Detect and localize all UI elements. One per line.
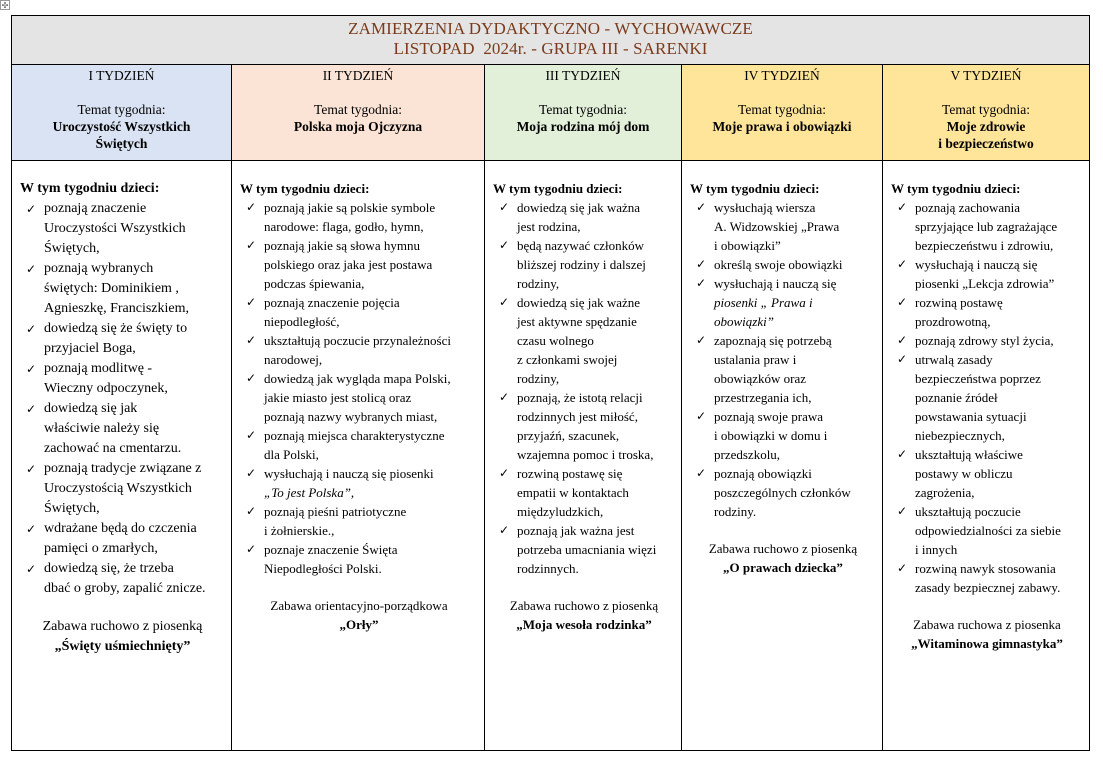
game-label: Zabawa ruchowa z piosenka (913, 617, 1061, 632)
item-line: poznają obowiązki (714, 466, 812, 481)
intro-text: W tym tygodniu dzieci: (240, 181, 370, 196)
item-line: niebezpiecznych, (915, 428, 1005, 443)
list-item (240, 331, 478, 369)
checkmark-icon: ✓ (897, 333, 908, 347)
move-anchor-icon[interactable]: ✣ (1, 1, 9, 10)
item-line: utrwalą zasady (915, 352, 993, 367)
item-line: dowiedzą się jak ważna (517, 200, 641, 215)
list-item (891, 198, 1083, 255)
item-line: Uroczystością Wszystkich (44, 481, 192, 496)
list-item (20, 519, 225, 559)
item-line: zagrożenia, (915, 485, 975, 500)
intro-text: W tym tygodniu dzieci: (690, 181, 820, 196)
item-line: poznają wybranych (44, 261, 154, 276)
list-item (20, 199, 225, 259)
list-item (891, 350, 1083, 445)
item-line: rodziny, (517, 371, 560, 386)
item-line: niepodległość, (264, 314, 340, 329)
item-line: prozdrowotną, (915, 314, 991, 329)
week-label: I TYDZIEŃ (88, 68, 155, 83)
item-line: poznają, że istotą relacji (517, 390, 643, 405)
item-line: przyjaciel Boga, (44, 341, 136, 356)
checkmark-icon: ✓ (246, 200, 257, 214)
item-line: poznają znaczenie (44, 201, 147, 216)
list-item (240, 198, 478, 236)
topic-label: Temat tygodnia: (942, 102, 1030, 117)
item-line: i obowiązki w domu i (714, 428, 828, 443)
item-line: poznają znaczenie pojęcia (264, 295, 400, 310)
item-line: poszczególnych członków (714, 485, 851, 500)
checkmark-icon: ✓ (897, 447, 908, 461)
list-item (20, 459, 225, 519)
topic-label: Temat tygodnia: (314, 102, 402, 117)
game-label: Zabawa ruchowo z piosenką (708, 541, 858, 556)
item-line: podczas śpiewania, (264, 276, 365, 291)
plan-table (11, 15, 1090, 751)
list-item (891, 293, 1083, 331)
list-item (891, 502, 1083, 559)
item-line: pamięci o zmarłych, (44, 541, 158, 556)
item-line: poznają zachowania (915, 200, 1021, 215)
item-line: bezpieczeństwu i zdrowiu, (915, 238, 1054, 253)
game-name: „Moja wesoła rodzinka” (516, 617, 652, 632)
week-column-2 (231, 65, 484, 750)
item-line: dbać o groby, zapalić znicze. (44, 581, 206, 596)
game-block (493, 596, 675, 634)
list-item (493, 521, 675, 578)
list-item (240, 369, 478, 426)
week-header (883, 65, 1089, 161)
list-item (240, 464, 478, 502)
checkmark-icon: ✓ (246, 295, 257, 309)
topic-label: Temat tygodnia: (77, 102, 166, 117)
intro-text: W tym tygodniu dzieci: (493, 181, 623, 196)
topic-name: Moja rodzina mój dom (516, 119, 650, 134)
item-line: zapoznają się potrzebą (714, 333, 832, 348)
list-item (20, 359, 225, 399)
title-line-2: LISTOPAD 2024r. - GRUPA III - SARENKI (393, 39, 708, 58)
item-line: odpowiedzialności za siebie (915, 523, 1061, 538)
item-line: poznają swoje prawa (714, 409, 824, 424)
item-line: rodziny. (714, 504, 757, 519)
list-item (20, 259, 225, 319)
item-line: narodowe: flaga, godło, hymn, (264, 219, 424, 234)
item-line: poznają jakie są polskie symbole (264, 200, 436, 215)
checkmark-icon: ✓ (246, 238, 257, 252)
goals-list (690, 198, 876, 521)
item-line: poznają jak ważna jest (517, 523, 635, 538)
game-block (20, 617, 225, 657)
item-line: właściwie należy się (44, 421, 160, 436)
game-name: „Orły” (339, 617, 379, 632)
title-line-1: ZAMIERZENIA DYDAKTYCZNO - WYCHOWAWCZE (348, 19, 753, 38)
topic-name: i bezpieczeństwo (938, 136, 1034, 151)
game-name: „Witaminowa gimnastyka” (911, 636, 1063, 651)
topic-name: Moje zdrowie (946, 119, 1026, 134)
list-item (690, 331, 876, 407)
checkmark-icon: ✓ (26, 562, 37, 576)
item-line: ustalania praw i (714, 352, 797, 367)
list-item (20, 319, 225, 359)
game-label: Zabawa ruchowo z piosenką (509, 598, 659, 613)
list-item (240, 293, 478, 331)
week-column-1 (12, 65, 231, 750)
list-item (20, 399, 225, 459)
list-item (690, 198, 876, 255)
goals-list (240, 198, 478, 578)
item-line: rozwiną postawę (915, 295, 1003, 310)
week-header (232, 65, 484, 161)
checkmark-icon: ✓ (246, 542, 257, 556)
checkmark-icon: ✓ (499, 295, 510, 309)
checkmark-icon: ✓ (246, 371, 257, 385)
item-line: empatii w kontaktach (517, 485, 629, 500)
item-line: dla Polski, (264, 447, 319, 462)
week-column-3 (484, 65, 681, 750)
list-item (891, 559, 1083, 597)
checkmark-icon: ✓ (696, 257, 707, 271)
item-line: „To jest Polska”, (264, 485, 355, 500)
item-line: ukształtują poczucie przynależności (264, 333, 451, 348)
table-title (12, 16, 1089, 65)
week-columns (12, 65, 1089, 750)
goals-list (20, 199, 225, 599)
checkmark-icon: ✓ (26, 262, 37, 276)
topic-label: Temat tygodnia: (539, 102, 627, 117)
item-line: Niepodległości Polski. (264, 561, 382, 576)
checkmark-icon: ✓ (897, 504, 908, 518)
item-line: wysłuchają wiersza (714, 200, 816, 215)
list-item (240, 540, 478, 578)
game-label: Zabawa orientacyjno-porządkowa (270, 598, 448, 613)
week-content (682, 161, 882, 577)
item-line: poznają miejsca charakterystyczne (264, 428, 445, 443)
item-line: zachować na cmentarzu. (44, 441, 182, 456)
game-block (690, 539, 876, 577)
list-item (240, 502, 478, 540)
checkmark-icon: ✓ (499, 200, 510, 214)
checkmark-icon: ✓ (26, 402, 37, 416)
week-header (682, 65, 882, 161)
game-label: Zabawa ruchowo z piosenką (42, 619, 203, 634)
item-line: świętych: Dominikiem , (44, 281, 179, 296)
item-line: dowiedzą się jak ważne (517, 295, 641, 310)
checkmark-icon: ✓ (499, 238, 510, 252)
game-block (240, 596, 478, 634)
checkmark-icon: ✓ (696, 333, 707, 347)
game-block (891, 615, 1083, 653)
item-line: Świętych, (44, 501, 100, 516)
item-line: rodzinnych jest miłość, (517, 409, 638, 424)
topic-name: Uroczystość Wszystkich (52, 119, 191, 134)
checkmark-icon: ✓ (246, 428, 257, 442)
item-line: poznają modlitwę - (44, 361, 153, 376)
item-line: Wieczny odpoczynek, (44, 381, 168, 396)
item-line: i innych (915, 542, 958, 557)
week-content (232, 161, 484, 634)
item-line: będą nazywać członków (517, 238, 645, 253)
item-line: obowiązki” (714, 314, 774, 329)
week-label: V TYDZIEŃ (950, 68, 1022, 83)
checkmark-icon: ✓ (26, 322, 37, 336)
intro-text: W tym tygodniu dzieci: (20, 181, 160, 196)
list-item (891, 445, 1083, 502)
checkmark-icon: ✓ (246, 504, 257, 518)
item-line: jakie miasto jest stolicą oraz (264, 390, 412, 405)
item-line: A. Widzowskiej „Prawa (714, 219, 840, 234)
item-line: wysłuchają i nauczą się (714, 276, 837, 291)
item-line: narodowej, (264, 352, 323, 367)
checkmark-icon: ✓ (26, 362, 37, 376)
list-item (690, 464, 876, 521)
week-content (12, 161, 231, 657)
item-line: przedszkolu, (714, 447, 781, 462)
checkmark-icon: ✓ (246, 333, 257, 347)
list-item (690, 274, 876, 331)
item-line: jest rodzina, (517, 219, 581, 234)
checkmark-icon: ✓ (246, 466, 257, 480)
item-line: rozwiną postawę się (517, 466, 623, 481)
goals-list (891, 198, 1083, 597)
game-name: „Święty uśmiechnięty” (54, 639, 191, 654)
item-line: postawy w obliczu (915, 466, 1013, 481)
week-content (883, 161, 1089, 653)
checkmark-icon: ✓ (499, 390, 510, 404)
item-line: dowiedzą się, że trzeba (44, 561, 174, 576)
item-line: piosenki „ Prawa i (714, 295, 813, 310)
item-line: wzajemna pomoc i troska, (517, 447, 654, 462)
item-line: piosenki „Lekcja zdrowia” (915, 276, 1055, 291)
checkmark-icon: ✓ (897, 295, 908, 309)
week-column-4 (681, 65, 882, 750)
list-item (690, 255, 876, 274)
topic-name: Polska moja Ojczyzna (293, 119, 423, 134)
checkmark-icon: ✓ (897, 352, 908, 366)
checkmark-icon: ✓ (897, 200, 908, 214)
list-item (240, 426, 478, 464)
week-label: II TYDZIEŃ (322, 68, 394, 83)
item-line: i żołnierskie., (264, 523, 335, 538)
item-line: poznają jakie są słowa hymnu (264, 238, 420, 253)
item-line: określą swoje obowiązki (714, 257, 843, 272)
item-line: bliższej rodziny i dalszej (517, 257, 646, 272)
list-item (240, 236, 478, 293)
item-line: Świętych, (44, 241, 100, 256)
game-name: „O prawach dziecka” (723, 560, 843, 575)
list-item (493, 236, 675, 293)
item-line: wysłuchają i nauczą się piosenki (264, 466, 434, 481)
checkmark-icon: ✓ (26, 522, 37, 536)
item-line: dowiedzą się że święty to (44, 321, 188, 336)
week-header (12, 65, 231, 161)
checkmark-icon: ✓ (696, 466, 707, 480)
week-header (485, 65, 681, 161)
item-line: potrzeba umacniania więzi (517, 542, 657, 557)
week-label: IV TYDZIEŃ (744, 68, 820, 83)
item-line: przestrzegania ich, (714, 390, 812, 405)
item-line: polskiego oraz jaka jest postawa (264, 257, 433, 272)
checkmark-icon: ✓ (696, 276, 707, 290)
item-line: bezpieczeństwa poprzez (915, 371, 1041, 386)
checkmark-icon: ✓ (897, 561, 908, 575)
item-line: poznają tradycje związane z (44, 461, 202, 476)
item-line: rodzinnych. (517, 561, 579, 576)
item-line: poznaje znaczenie Święta (264, 542, 398, 557)
item-line: wysłuchają i nauczą się (915, 257, 1038, 272)
topic-label: Temat tygodnia: (738, 102, 826, 117)
checkmark-icon: ✓ (26, 202, 37, 216)
item-line: jest aktywne spędzanie (517, 314, 637, 329)
week-column-5 (882, 65, 1089, 750)
topic-name: Świętych (95, 136, 148, 151)
list-item (891, 331, 1083, 350)
list-item (891, 255, 1083, 293)
item-line: wdrażane będą do czczenia (44, 521, 197, 536)
checkmark-icon: ✓ (499, 466, 510, 480)
topic-name: Moje prawa i obowiązki (712, 119, 852, 134)
item-line: Uroczystości Wszystkich (44, 221, 186, 236)
item-line: i obowiązki” (714, 238, 781, 253)
checkmark-icon: ✓ (499, 523, 510, 537)
intro-text: W tym tygodniu dzieci: (891, 181, 1021, 196)
item-line: ukształtują poczucie (915, 504, 1021, 519)
item-line: poznanie źródeł (915, 390, 998, 405)
item-line: przyjaźń, szacunek, (517, 428, 620, 443)
item-line: dowiedzą się jak (44, 401, 138, 416)
goals-list (493, 198, 675, 578)
checkmark-icon: ✓ (696, 200, 707, 214)
item-line: Agnieszkę, Franciszkiem, (44, 301, 190, 316)
item-line: poznają pieśni patriotyczne (264, 504, 407, 519)
item-line: obowiązków oraz (714, 371, 807, 386)
item-line: ukształtują właściwe (915, 447, 1023, 462)
item-line: międzyludzkich, (517, 504, 604, 519)
list-item (493, 388, 675, 464)
item-line: poznają zdrowy styl życia, (915, 333, 1054, 348)
item-line: poznają nazwy wybranych miast, (264, 409, 438, 424)
item-line: sprzyjające lub zagrażające (915, 219, 1058, 234)
week-content (485, 161, 681, 634)
list-item (20, 559, 225, 599)
checkmark-icon: ✓ (696, 409, 707, 423)
list-item (690, 407, 876, 464)
item-line: czasu wolnego (517, 333, 594, 348)
checkmark-icon: ✓ (897, 257, 908, 271)
item-line: rozwiną nawyk stosowania (915, 561, 1056, 576)
list-item (493, 198, 675, 236)
item-line: z członkami swojej (517, 352, 618, 367)
item-line: powstawania sytuacji (915, 409, 1027, 424)
checkmark-icon: ✓ (26, 462, 37, 476)
item-line: dowiedzą jak wygląda mapa Polski, (264, 371, 451, 386)
list-item (493, 464, 675, 521)
item-line: zasady bezpiecznej zabawy. (915, 580, 1061, 595)
item-line: rodziny, (517, 276, 560, 291)
week-label: III TYDZIEŃ (545, 68, 621, 83)
list-item (493, 293, 675, 388)
